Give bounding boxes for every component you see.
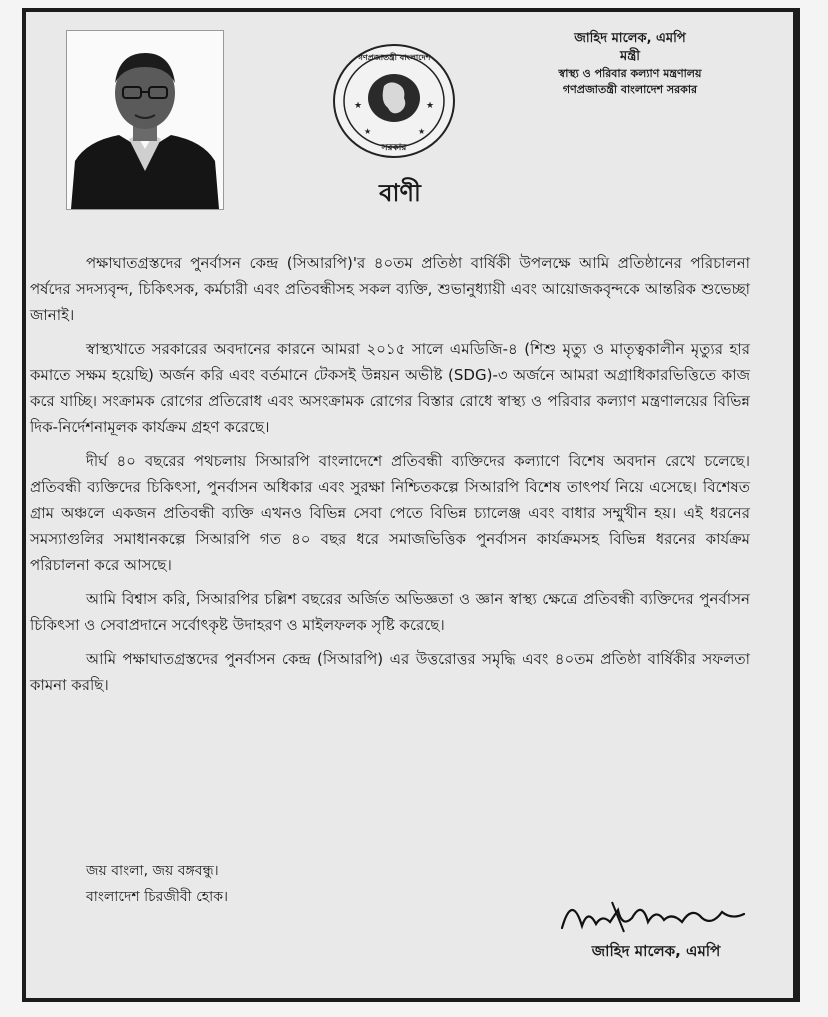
svg-text:★: ★ xyxy=(426,101,435,111)
government-name: গণপ্রজাতন্ত্রী বাংলাদেশ সরকার xyxy=(562,83,698,96)
minister-name: জাহিদ মালেক, এমপি xyxy=(574,31,686,46)
minister-title: মন্ত্রী xyxy=(620,49,640,64)
closing-line-2: বাংলাদেশ চিরজীবী হোক। xyxy=(86,889,229,905)
page-title: বাণী xyxy=(379,179,421,207)
paragraph: স্বাস্থ্যখাতে সরকারের অবদানের কারনে আমরা ২০১৫ সালে এমডিজি-৪ (শিশু মৃত্যু ও মাতৃত্বকালীন মৃত্যুর হার কমাতে সক্ষম হয়েছি) অর্জন করি এবং বর্তমানে টেকসই উন্নয়ন অভীষ্ট (SDG)-৩ অর্জনে আমরা অগ্রাধিকারভিত্তিতে কাজ করে যাচ্ছি। সংক্রামক রোগের প্রতিরোধ এবং অসংক্রামক রোগের বিস্তার রোধে স্বাস্থ্য ও পরিবার কল্যাণ মন্ত্রণালয়ের বিভিন্ন দিক-নির্দেশনামূলক কার্যক্রম গ্রহণ করেছে। xyxy=(30,340,750,436)
seal-emblem-icon xyxy=(320,38,468,164)
svg-text:★: ★ xyxy=(418,127,426,136)
minister-info xyxy=(520,30,740,98)
closing-lines xyxy=(86,858,406,910)
government-seal xyxy=(320,38,468,164)
signatory-name: জাহিদ মালেক, এমপি xyxy=(591,942,721,960)
svg-text:★: ★ xyxy=(354,101,363,111)
message-body xyxy=(30,250,750,706)
ministry-name: স্বাস্থ্য ও পরিবার কল্যাণ মন্ত্রণালয় xyxy=(558,67,702,80)
portrait-image xyxy=(67,31,223,209)
svg-text:গণপ্রজাতন্ত্রী বাংলাদেশ: গণপ্রজাতন্ত্রী বাংলাদেশ xyxy=(357,53,431,62)
svg-text:সরকার: সরকার xyxy=(381,143,407,153)
handwritten-signature xyxy=(552,888,752,948)
svg-text:★: ★ xyxy=(364,127,372,136)
paragraph: দীর্ঘ ৪০ বছরের পথচলায় সিআরপি বাংলাদেশে প্রতিবন্ধী ব্যক্তিদের কল্যাণে বিশেষ অবদান রেখে চলেছে। প্রতিবন্ধী ব্যক্তিদের চিকিৎসা, পুনর্বাসন অধিকার এবং সুরক্ষা নিশ্চিতকল্পে সিআরপি বিশেষ তাৎপর্য নিয়ে এসেছে। বিশেষত গ্রাম অঞ্চলে একজন প্রতিবন্ধী ব্যক্তি এখনও বিভিন্ন সেবা পেতে বিভিন্ন চ্যালেঞ্জ এবং বাধার সম্মুখীন হয়। এই ধরনের সমস্যাগুলির সমাধানকল্পে সিআরপি গত ৪০ বছর ধরে সমাজভিত্তিক পুনর্বাসন কার্যক্রমসহ বিভিন্ন ধরনের কার্যক্রম পরিচালনা করে আসছে। xyxy=(30,452,750,574)
minister-photo xyxy=(66,30,224,210)
paragraph: আমি বিশ্বাস করি, সিআরপির চল্লিশ বছরের অর্জিত অভিজ্ঞতা ও জ্ঞান স্বাস্থ্য ক্ষেত্রে প্রতিবন্ধী ব্যক্তিদের পুনর্বাসন চিকিৎসা ও সেবাপ্রদানে সর্বোৎকৃষ্ট উদাহরণ ও মাইলফলক সৃষ্টি করেছে। xyxy=(30,590,750,634)
paragraph: আমি পক্ষাঘাতগ্রস্তদের পুনর্বাসন কেন্দ্র (সিআরপি) এর উত্তরোত্তর সমৃদ্ধি এবং ৪০তম প্রতিষ্ঠা বার্ষিকীর সফলতা কামনা করছি। xyxy=(30,650,750,694)
paragraph: পক্ষাঘাতগ্রস্তদের পুনর্বাসন কেন্দ্র (সিআরপি)'র ৪০তম প্রতিষ্ঠা বার্ষিকী উপলক্ষে আমি প্রতিষ্ঠানের পরিচালনা পর্ষদের সদস্যবৃন্দ, চিকিৎসক, কর্মচারী এবং প্রতিবন্ধীসহ সকল ব্যক্তি, শুভানুধ্যায়ী এবং আয়োজকবৃন্দকে আন্তরিক শুভেচ্ছা জানাই। xyxy=(30,254,750,324)
closing-line-1: জয় বাংলা, জয় বঙ্গবন্ধু। xyxy=(86,863,219,879)
